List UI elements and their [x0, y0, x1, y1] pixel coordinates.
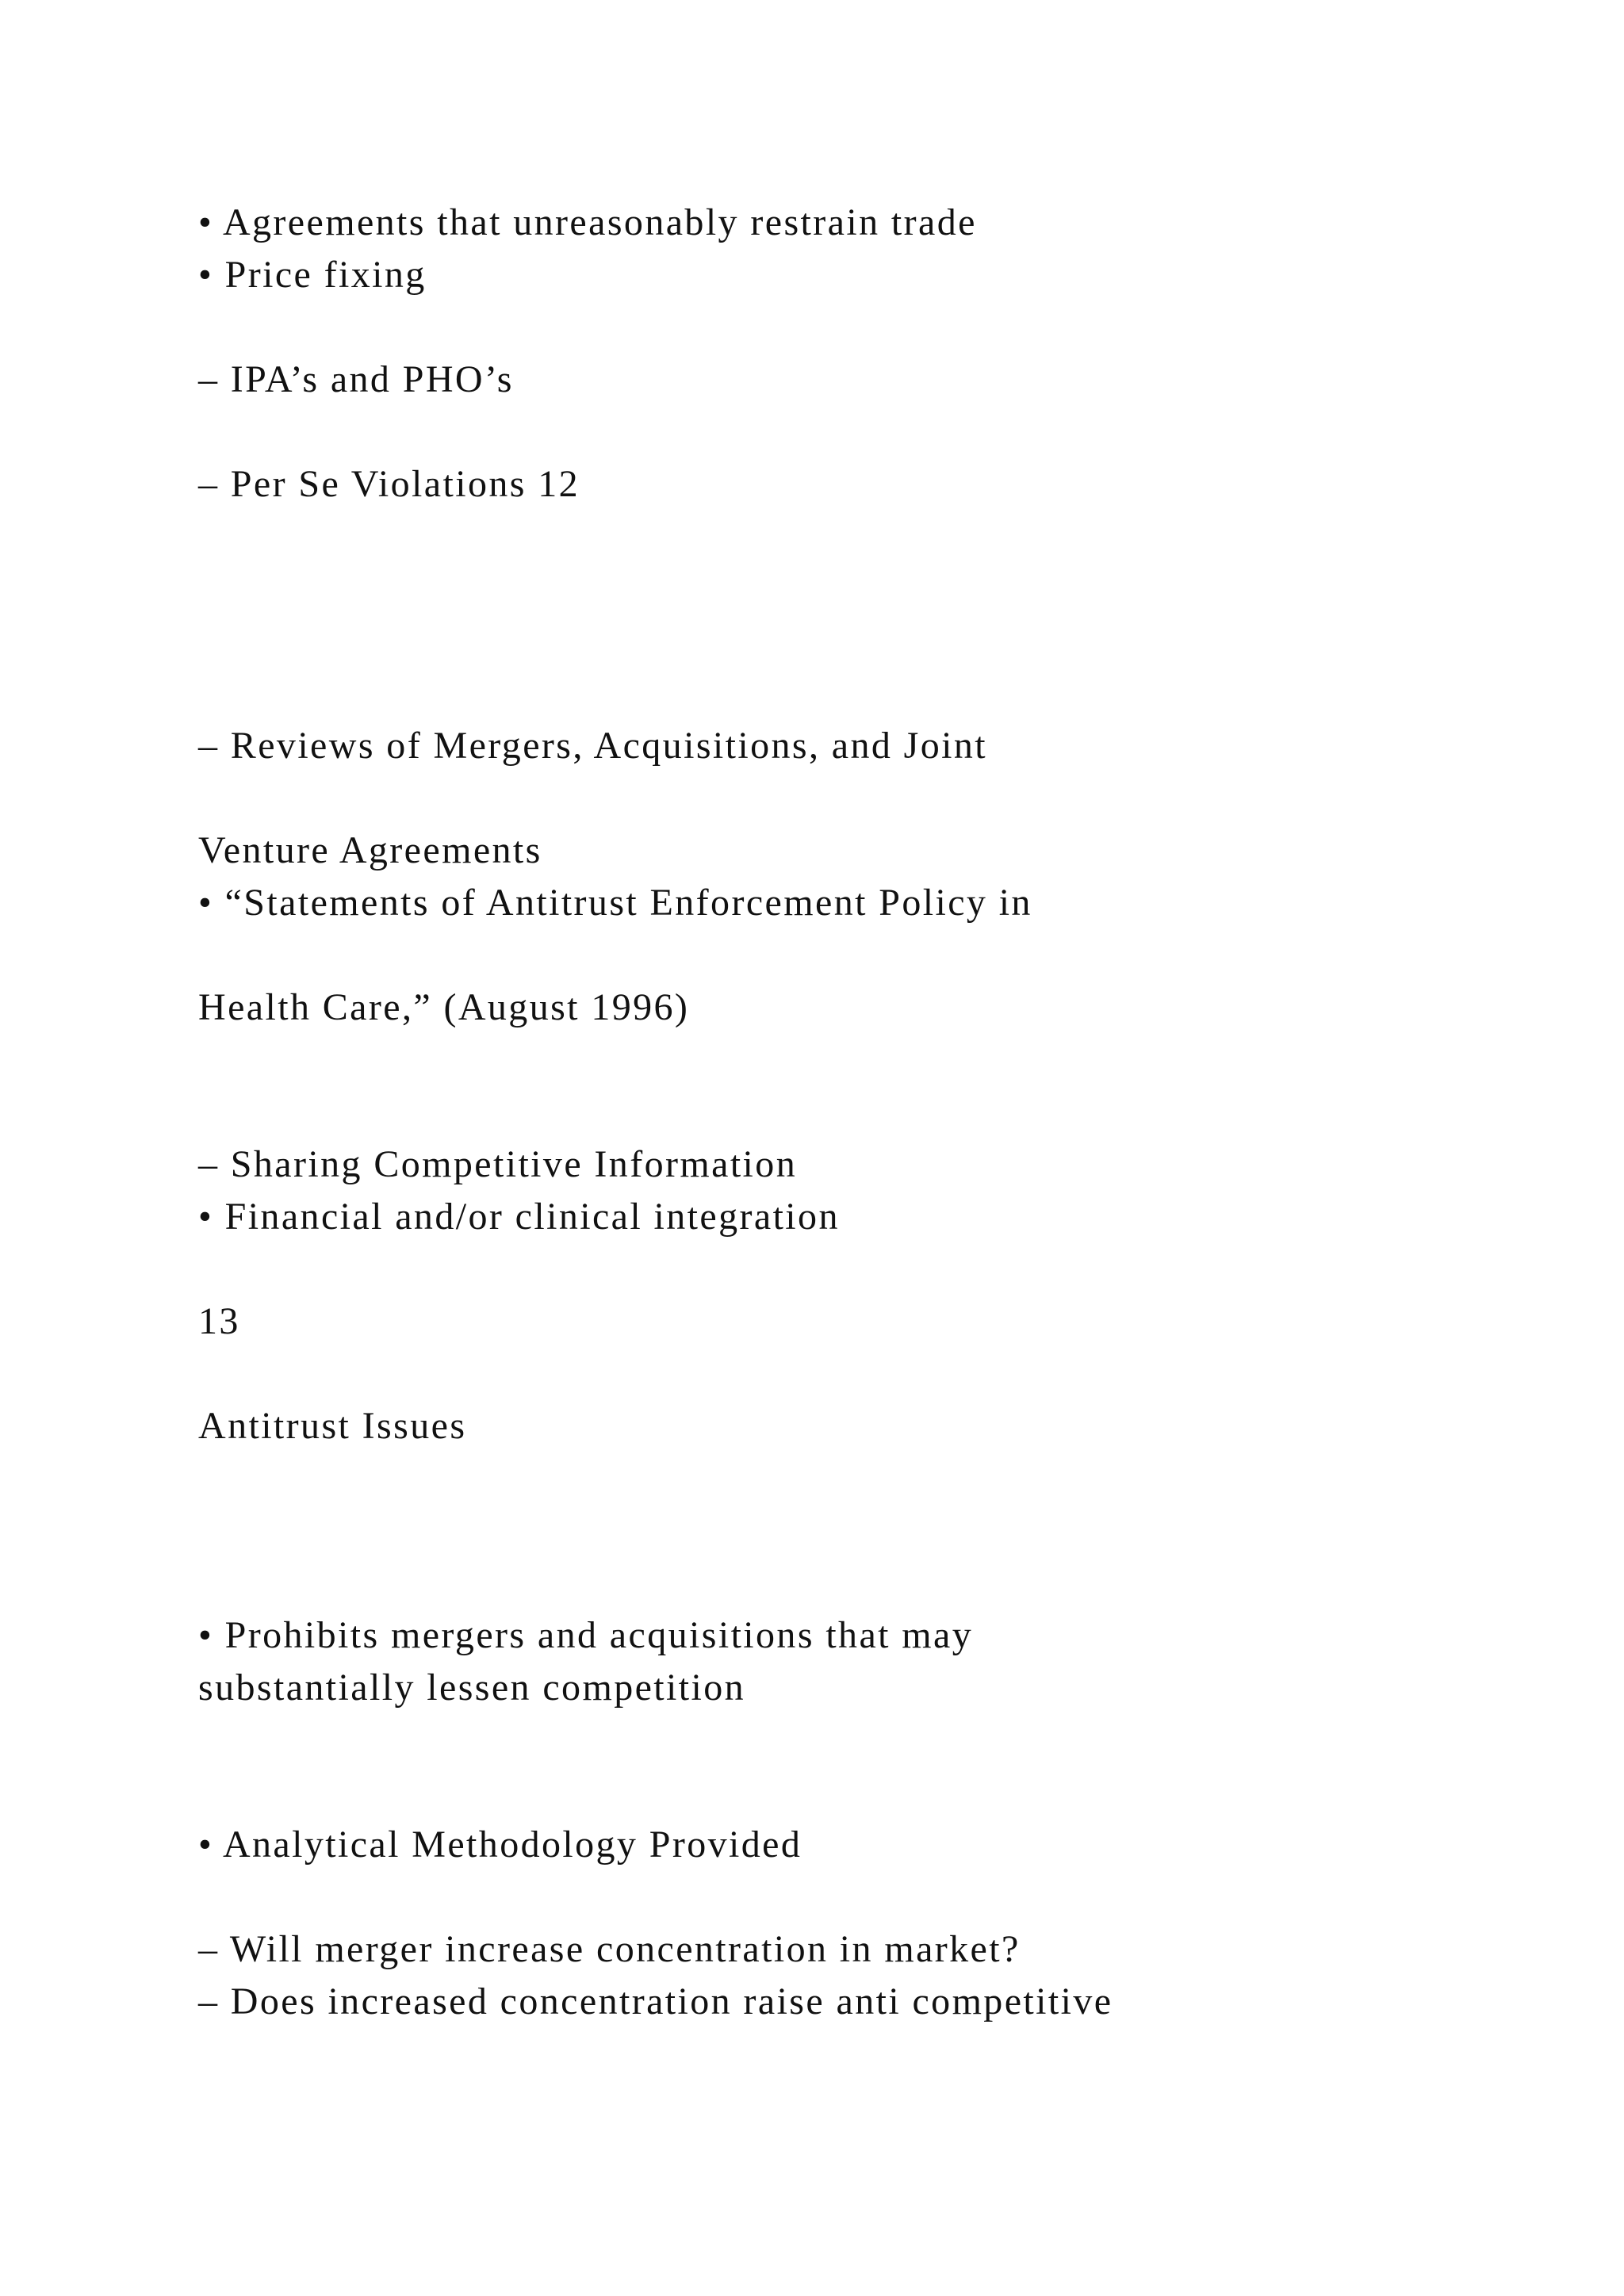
text-line: • Analytical Methodology Provided	[198, 1823, 802, 1866]
text-line: – IPA’s and PHO’s	[198, 358, 514, 400]
text-line: – Does increased concentration raise anti competitive	[198, 1980, 1113, 2022]
text-line: – Per Se Violations 12	[198, 463, 580, 505]
text-line: • Financial and/or clinical integration	[198, 1196, 840, 1238]
text-line: – Reviews of Mergers, Acquisitions, and Joint	[198, 725, 988, 767]
text-line: • “Statements of Antitrust Enforcement Policy in	[198, 882, 1032, 924]
text-line: • Prohibits mergers and acquisitions that may	[198, 1614, 974, 1656]
text-line: • Price fixing	[198, 254, 427, 296]
section-heading: Antitrust Issues	[198, 1405, 467, 1447]
page-number: 13	[198, 1300, 240, 1342]
text-line: Health Care,” (August 1996)	[198, 986, 690, 1028]
text-line: – Will merger increase concentration in market?	[198, 1928, 1021, 1970]
text-line: Venture Agreements	[198, 829, 542, 871]
text-line: – Sharing Competitive Information	[198, 1143, 798, 1185]
text-line: • Agreements that unreasonably restrain trade	[198, 201, 977, 243]
text-line: substantially lessen competition	[198, 1667, 746, 1709]
